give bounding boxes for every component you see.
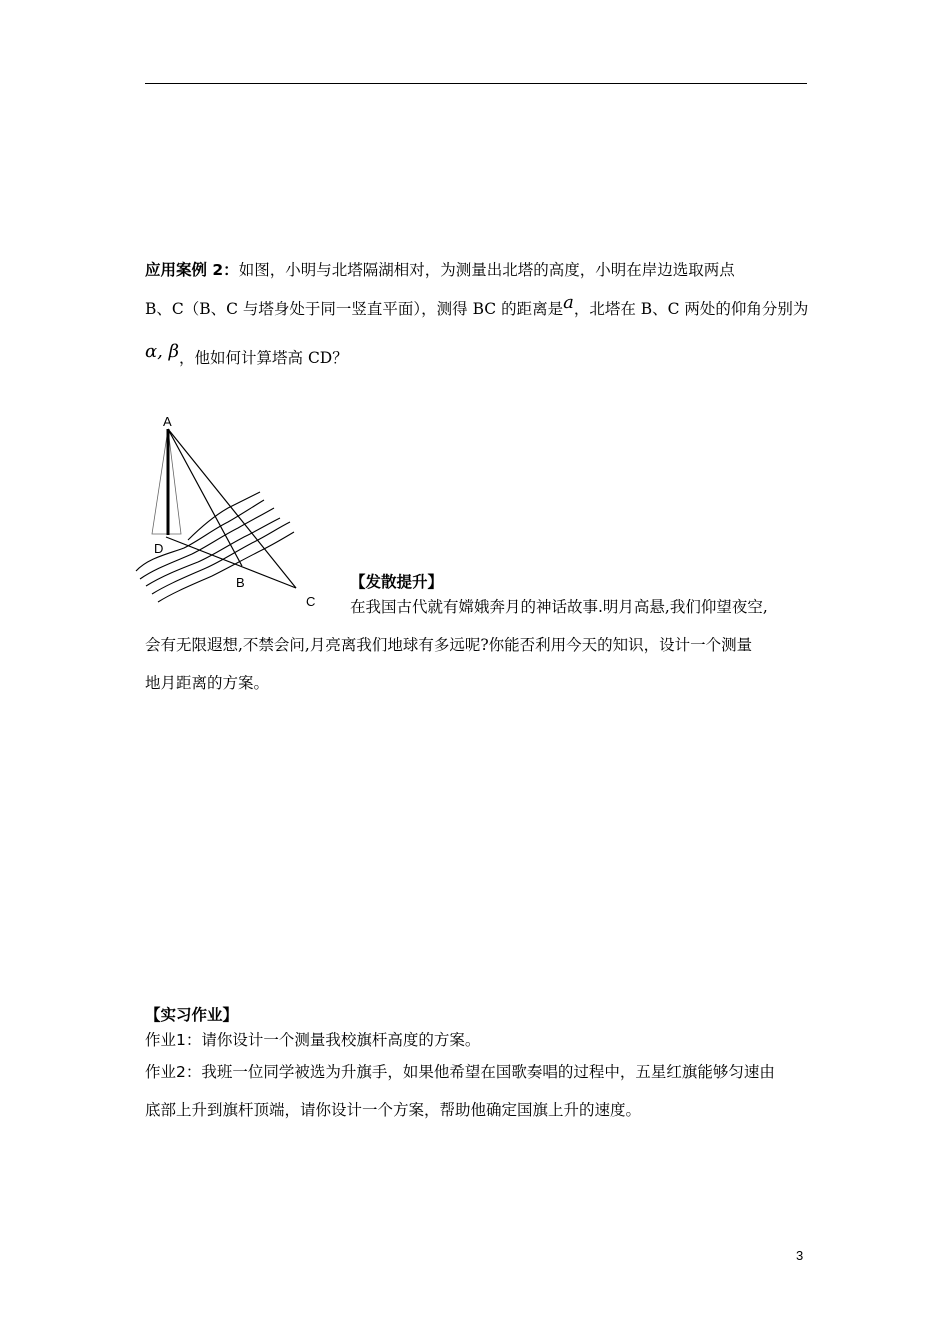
label-c: C: [306, 594, 316, 609]
distance-variable: a: [563, 292, 574, 313]
divergent-line3: 地月距离的方案。: [145, 674, 270, 692]
case2-line1-text: 如图，小明与北塔隔湖相对，为测量出北塔的高度，小明在岸边选取两点: [238, 261, 735, 279]
case2-line2-text-a: B、C（B、C 与塔身处于同一竖直平面），测得 BC 的距离是: [145, 300, 564, 318]
homework-task2-line1: 作业2：我班一位同学被选为升旗手，如果他希望在国歌奏唱的过程中，五星红旗能够匀速由: [145, 1063, 775, 1081]
label-a: A: [163, 414, 172, 429]
angle-variables: α, β: [145, 341, 180, 362]
label-d: D: [154, 541, 164, 556]
case2-line1: [145, 260, 735, 280]
case2-line3: [145, 341, 348, 368]
homework-task2-line2: 底部上升到旗杆顶端，请你设计一个方案，帮助他确定国旗上升的速度。: [145, 1101, 642, 1119]
page-number: 3: [796, 1248, 804, 1263]
case2-heading: 应用案例 2：: [145, 261, 239, 279]
divergent-line2: 会有无限遐想,不禁会问,月亮离我们地球有多远呢?你能否利用今天的知识，设计一个测量: [145, 636, 753, 654]
homework-heading: 【实习作业】: [145, 1006, 239, 1024]
header-rule: [145, 83, 807, 84]
divergent-line1: 在我国古代就有嫦娥奔月的神话故事.明月高悬,我们仰望夜空,: [350, 598, 768, 616]
case2-line2-text-b: ，北塔在 B、C 两处的仰角分别为: [573, 300, 809, 318]
label-b: B: [236, 575, 245, 590]
tower-lake-figure: [128, 408, 328, 618]
case2-line2: [145, 292, 809, 319]
sight-line-ab: [168, 429, 242, 566]
sight-line-ac: [168, 429, 296, 588]
homework-task1: 作业1：请你设计一个测量我校旗杆高度的方案。: [145, 1031, 481, 1049]
case2-line3-text: ，他如何计算塔高 CD？: [179, 349, 348, 367]
divergent-heading: 【发散提升】: [350, 573, 444, 591]
